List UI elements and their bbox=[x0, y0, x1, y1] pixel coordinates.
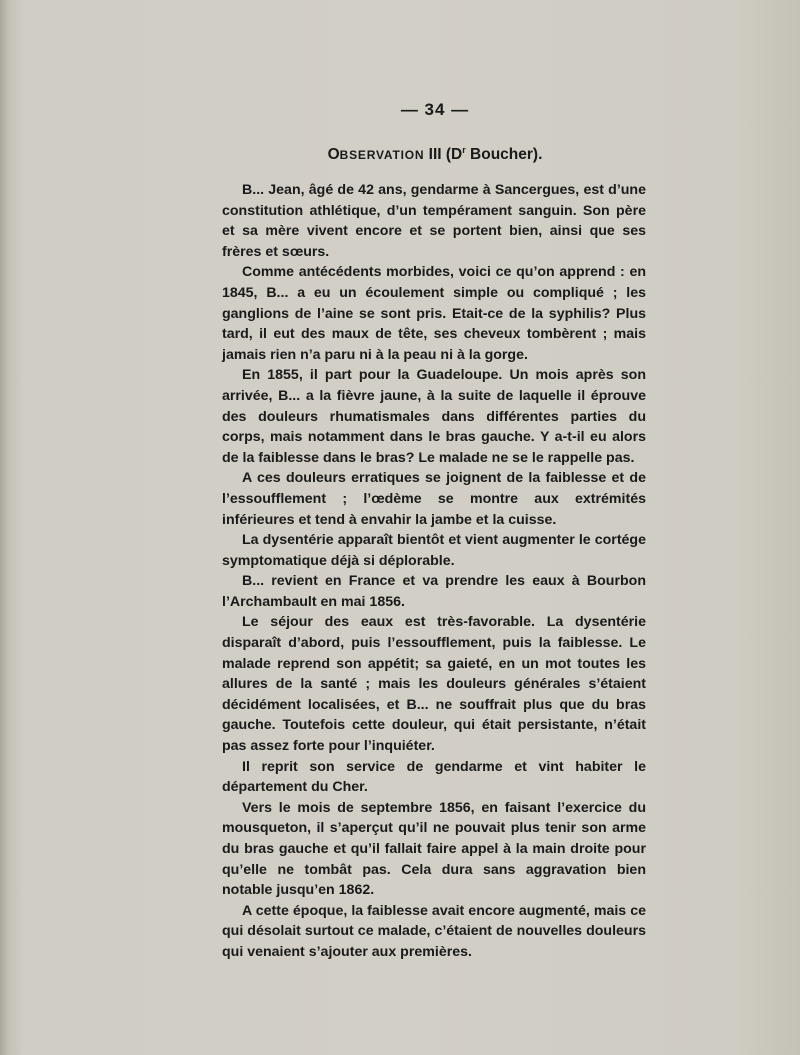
heading-superscript: r bbox=[462, 145, 466, 155]
paragraph: Comme antécédents morbides, voici ce qu’on apprend : en 1845, B... a eu un écoulement simple ou compliqué ; les ganglions de l’aine se sont pris. Etait-ce de la syphilis? Plus tard, il eut des maux de tête, ses cheveux tombèrent ; mais jamais rien n’a paru ni à la peau ni à la gorge. bbox=[222, 264, 646, 363]
paragraph: La dysentérie apparaît bientôt et vient augmenter le cortége symptomatique déjà si déplorable. bbox=[222, 532, 646, 569]
observation-heading bbox=[0, 145, 800, 164]
heading-initial: O bbox=[327, 146, 340, 164]
paragraph: En 1855, il part pour la Guadeloupe. Un mois après son arrivée, B... a la fièvre jaune, à la suite de laquelle il éprouve des douleurs rhumatismales dans différentes parties du corps, mais notamment dans le bras gauche. Y a-t-il eu alors de la faiblesse dans le bras? Le malade ne se le rappelle pas. bbox=[222, 367, 646, 466]
paragraph: Le séjour des eaux est très-favorable. La dysentérie disparaît d’abord, puis l’essoufflement, puis la faiblesse. Le malade reprend son appétit; sa gaieté, en un mot toutes les allures de la santé ; mais les douleurs générales s’étaient décidément localisées, et B... ne souffrait plus que du bras gauche. Toutefois cette douleur, qui était persistante, n’était pas assez forte pour l’inquiéter. bbox=[222, 614, 646, 755]
heading-tail: Boucher). bbox=[465, 146, 543, 164]
paragraph: B... Jean, âgé de 42 ans, gendarme à Sancergues, est d’une constitution athlétique, d’un tempérament sanguin. Son père et sa mère vivent encore et se portent bien, ainsi que ses frères et sœurs. bbox=[222, 182, 646, 260]
paragraph: A ces douleurs erratiques se joignent de la faiblesse et de l’essoufflement ; l’œdème se montre aux extrémités inférieures et tend à envahir la jambe et la cuisse. bbox=[222, 470, 646, 528]
paragraph: A cette époque, la faiblesse avait encore augmenté, mais ce qui désolait surtout ce malade, c’étaient de nouvelles douleurs qui venaient s’ajouter aux premières. bbox=[222, 902, 646, 960]
heading-small-caps: BSERVATION bbox=[339, 148, 425, 163]
paragraph: Vers le mois de septembre 1856, en faisant l’exercice du mousqueton, il s’aperçut qu’il ne pouvait plus tenir son arme du bras gauche et qu’il fallait faire appel à la main droite pour qu’elle ne tombât pas. Cela dura sans aggravation bien notable jusqu’en 1862. bbox=[222, 799, 646, 899]
paragraph: B... revient en France et va prendre les eaux à Bourbon l’Archambault en mai 1856. bbox=[222, 573, 646, 610]
body-text bbox=[222, 180, 646, 963]
paragraph: Il reprit son service de gendarme et vint habiter le département du Cher. bbox=[222, 758, 646, 796]
page-number: — 34 — bbox=[400, 100, 470, 119]
heading-main: III (D bbox=[424, 146, 463, 164]
